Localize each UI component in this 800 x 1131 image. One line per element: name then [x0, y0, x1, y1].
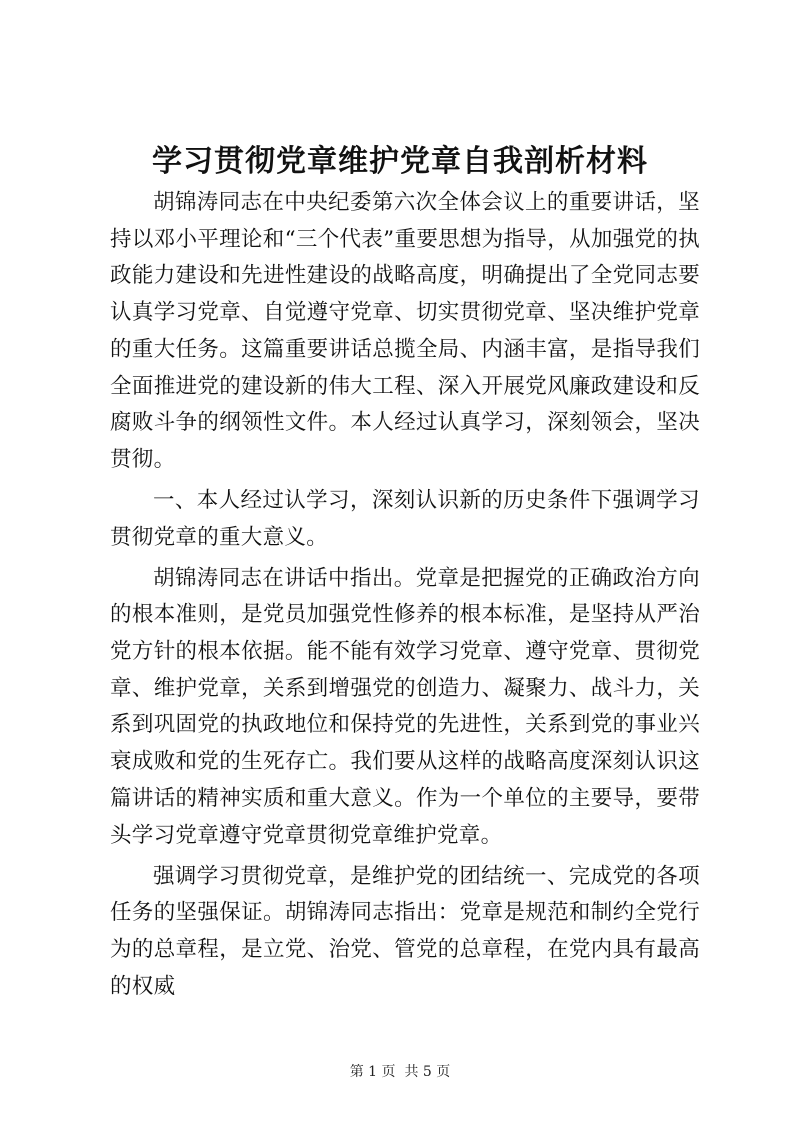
paragraph-4: 强调学习贯彻党章，是维护党的团结统一、完成党的各项任务的坚强保证。胡锦涛同志指出：党章是规范和制约全党行为的总章程，是立党、治党、管党的总章程，在党内具有最高的权威	[110, 863, 700, 999]
document-body	[110, 185, 700, 1005]
page-number-label: 第 1 页 共 5 页	[349, 1064, 451, 1080]
paragraph-2: 一、本人经过认学习，深刻认识新的历史条件下强调学习贯彻党章的重大意义。	[110, 487, 700, 550]
paragraph-1: 胡锦涛同志在中央纪委第六次全体会议上的重要讲话，坚持以邓小平理论和“三个代表”重要思想为指导，从加强党的执政能力建设和先进性建设的战略高度，明确提出了全党同志要认真学习党章、自觉遵守党章、切实贯彻党章、坚决维护党章的重大任务。这篇重要讲话总揽全局、内涵丰富，是指导我们全面推进党的建设新的伟大工程、深入开展党风廉政建设和反腐败斗争的纲领性文件。本人经过认真学习，深刻领会，坚决贯彻。	[110, 190, 700, 472]
page-footer	[0, 1062, 800, 1082]
paragraph-3: 胡锦涛同志在讲话中指出。党章是把握党的正确政治方向的根本准则，是党员加强党性修养的根本标准，是坚持从严治党方针的根本依据。能不能有效学习党章、遵守党章、贯彻党章、维护党章，关系到增强党的创造力、凝聚力、战斗力，关系到巩固党的执政地位和保持党的先进性，关系到党的事业兴衰成败和党的生死存亡。我们要从这样的战略高度深刻认识这篇讲话的精神实质和重大意义。作为一个单位的主要导，要带头学习党章遵守党章贯彻党章维护党章。	[110, 565, 700, 848]
document-title: 学习贯彻党章维护党章自我剖析材料	[152, 144, 648, 179]
